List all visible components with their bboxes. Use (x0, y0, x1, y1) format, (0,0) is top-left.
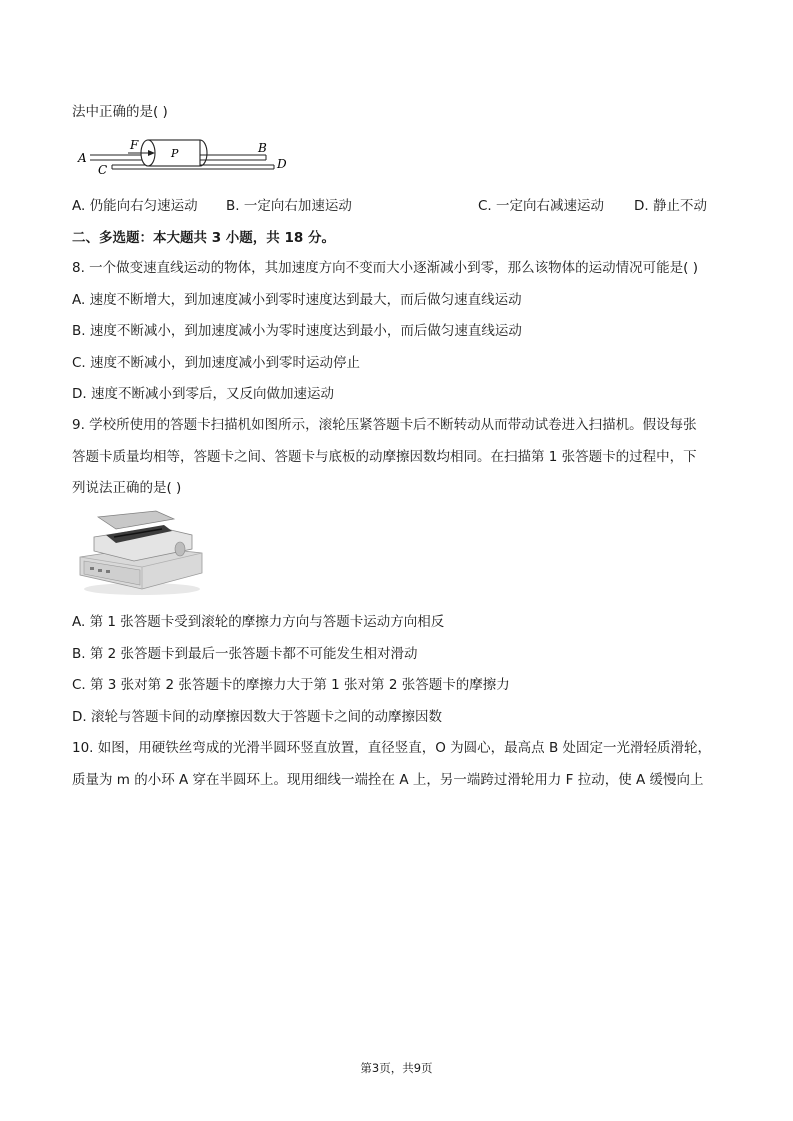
q9-option-b: B. 第 2 张答题卡到最后一张答题卡都不可能发生相对滑动 (72, 646, 418, 662)
label-c: C (98, 163, 108, 177)
q9-stem-line-1: 9. 学校所使用的答题卡扫描机如图所示，滚轮压紧答题卡后不断转动从而带动试卷进入扫描机。假设每张 (72, 417, 697, 433)
q7-stem-tail: 法中正确的是( ) (72, 104, 168, 120)
q7-option-c: C. 一定向右减速运动 (478, 198, 605, 214)
label-d: D (277, 157, 287, 171)
q9-option-a: A. 第 1 张答题卡受到滚轮的摩擦力方向与答题卡运动方向相反 (72, 614, 445, 630)
q9-option-c: C. 第 3 张对第 2 张答题卡的摩擦力大于第 1 张对第 2 张答题卡的摩擦力 (72, 677, 510, 693)
section-heading: 二、多选题：本大题共 3 小题，共 18 分。 (72, 230, 335, 246)
q7-option-d: D. 静止不动 (634, 198, 707, 214)
q9-stem-line-3: 列说法正确的是( ) (72, 480, 182, 496)
q10-stem-line-2: 质量为 m 的小环 A 穿在半圆环上。现用细线一端拴在 A 上，另一端跨过滑轮用力 F 拉动，使 A 缓慢向上 (72, 772, 704, 788)
q7-option-b: B. 一定向右加速运动 (226, 198, 352, 214)
cylinder-on-rails-figure (76, 136, 296, 182)
q10-stem-line-1: 10. 如图，用硬铁丝弯成的光滑半圆环竖直放置，直径竖直，O 为圆心，最高点 B 处固定一光滑轻质滑轮， (72, 740, 712, 756)
q7-option-a: A. 仍能向右匀速运动 (72, 198, 198, 214)
label-a: A (78, 151, 87, 165)
q8-option-a: A. 速度不断增大，到加速度减小到零时速度达到最大，而后做匀速直线运动 (72, 292, 522, 308)
q8-option-b: B. 速度不断减小，到加速度减小为零时速度达到最小，而后做匀速直线运动 (72, 323, 522, 339)
q9-option-d: D. 滚轮与答题卡间的动摩擦因数大于答题卡之间的动摩擦因数 (72, 709, 442, 725)
q8-option-c: C. 速度不断减小，到加速度减小到零时运动停止 (72, 355, 361, 371)
scanner-image (76, 509, 206, 599)
label-b: B (258, 141, 267, 155)
q8-option-d: D. 速度不断减小到零后，又反向做加速运动 (72, 386, 334, 402)
label-p: P (171, 147, 179, 160)
label-f: F (130, 138, 139, 152)
page-number: 第3页，共9页 (360, 1061, 433, 1075)
q8-stem: 8. 一个做变速直线运动的物体，其加速度方向不变而大小逐渐减小到零，那么该物体的运动情况可能是( ) (72, 260, 698, 276)
q9-stem-line-2: 答题卡质量均相等，答题卡之间、答题卡与底板的动摩擦因数均相同。在扫描第 1 张答题卡的过程中，下 (72, 449, 697, 465)
